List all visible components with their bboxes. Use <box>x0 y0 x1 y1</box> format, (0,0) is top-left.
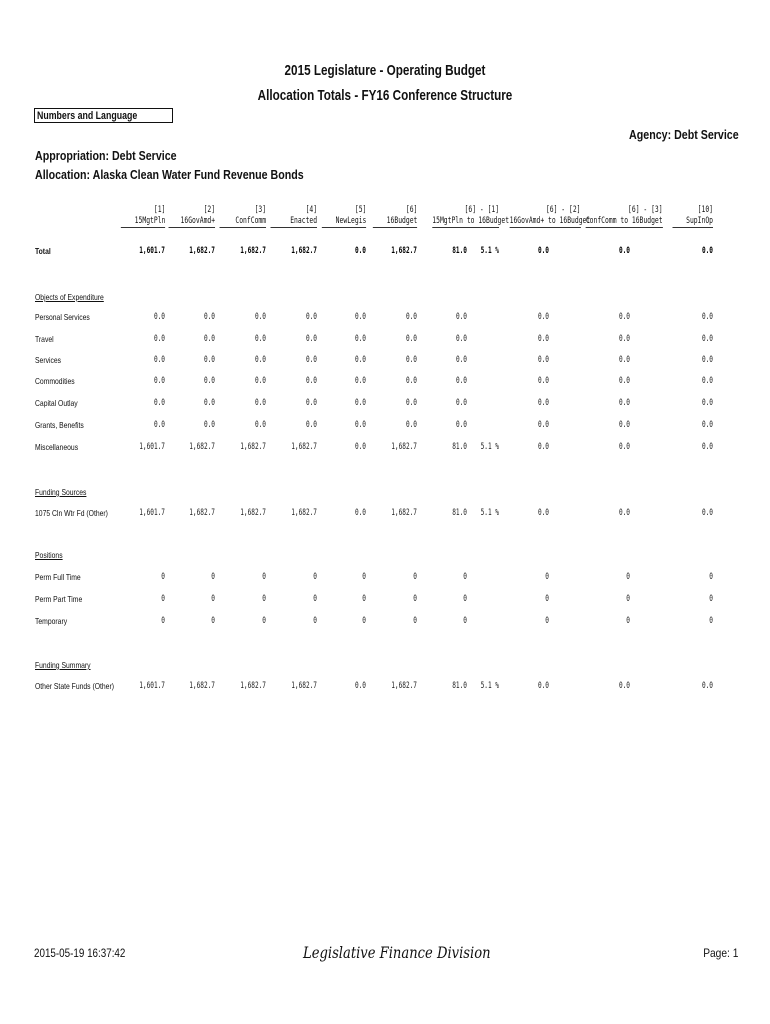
column-number: [4] <box>305 205 317 215</box>
table-cell: 0.0 <box>455 355 467 365</box>
column-number: [10] <box>697 205 713 215</box>
column-number: [5] <box>354 205 366 215</box>
table-cell: 0.0 <box>537 420 549 430</box>
table-cell: 0.0 <box>354 398 366 408</box>
table-cell: 0 <box>211 616 215 626</box>
column-header <box>586 205 663 228</box>
table-cell: 0 <box>262 616 266 626</box>
row-label: Temporary <box>35 616 68 626</box>
table-cell: 0.0 <box>203 376 215 386</box>
table-cell: 5.1 % <box>480 442 499 452</box>
row-label: Travel <box>35 334 54 344</box>
table-cell: 81.0 <box>452 246 467 256</box>
table-cell: 0.0 <box>701 420 713 430</box>
column-header <box>168 205 215 228</box>
table-cell: 0.0 <box>405 312 417 322</box>
table-cell: 1,601.7 <box>139 508 165 518</box>
table-cell: 1,682.7 <box>291 681 317 691</box>
table-cell: 0.0 <box>618 508 630 518</box>
table-cell: 0.0 <box>455 420 467 430</box>
allocation-label: Allocation: Alaska Clean Water Fund Revenue Bonds <box>35 167 304 182</box>
column-name: 15MgtPln to 16Budget <box>432 216 509 226</box>
table-cell: 1,682.7 <box>189 681 215 691</box>
report-subtitle: Allocation Totals - FY16 Conference Structure <box>257 87 513 104</box>
table-cell: 0.0 <box>701 246 713 256</box>
table-cell: 0.0 <box>405 420 417 430</box>
table-cell: 0.0 <box>537 398 549 408</box>
numbers-language-label: Numbers and Language <box>37 110 138 122</box>
column-number: [6] <box>405 205 417 215</box>
column-name: 16GovAmd+ to 16Budget <box>509 216 590 226</box>
row-label: Grants, Benefits <box>35 420 84 430</box>
table-cell: 0.0 <box>354 681 366 691</box>
table-cell: 1,682.7 <box>391 681 417 691</box>
table-cell: 0.0 <box>701 681 713 691</box>
table-cell: 0.0 <box>254 376 266 386</box>
table-cell: 0 <box>709 594 713 604</box>
table-cell: 81.0 <box>452 681 467 691</box>
table-cell: 1,682.7 <box>291 508 317 518</box>
table-cell: 0.0 <box>354 312 366 322</box>
table-cell: 0.0 <box>354 420 366 430</box>
table-cell: 0.0 <box>455 312 467 322</box>
table-cell: 0.0 <box>305 312 317 322</box>
table-cell: 1,682.7 <box>391 442 417 452</box>
table-cell: 0.0 <box>618 334 630 344</box>
table-cell: 0.0 <box>618 681 630 691</box>
footer-page-number: Page: 1 <box>702 946 738 960</box>
column-header <box>120 205 165 228</box>
row-label: Other State Funds (Other) <box>35 681 114 691</box>
table-cell: 5.1 % <box>480 508 499 518</box>
table-cell: 0.0 <box>618 442 630 452</box>
table-cell: 0 <box>262 594 266 604</box>
column-header <box>673 205 714 228</box>
table-cell: 0.0 <box>254 334 266 344</box>
table-cell: 0.0 <box>305 398 317 408</box>
column-header <box>372 205 417 228</box>
table-cell: 0.0 <box>153 312 165 322</box>
table-cell: 0.0 <box>537 442 549 452</box>
table-cell: 0 <box>463 616 467 626</box>
table-cell: 1,682.7 <box>240 681 266 691</box>
table-cell: 0.0 <box>537 355 549 365</box>
section-heading: Funding Sources <box>35 487 87 497</box>
table-cell: 0 <box>262 572 266 582</box>
table-cell: 0 <box>413 572 417 582</box>
table-cell: 1,682.7 <box>291 246 317 256</box>
appropriation-label: Appropriation: Debt Service <box>35 148 177 163</box>
column-number: [6] - [3] <box>628 205 663 215</box>
row-label: Personal Services <box>35 312 90 322</box>
column-header <box>321 205 366 228</box>
table-cell: 0.0 <box>618 420 630 430</box>
table-cell: 0.0 <box>354 355 366 365</box>
table-cell: 0.0 <box>305 376 317 386</box>
table-cell: 0.0 <box>537 681 549 691</box>
table-cell: 81.0 <box>452 442 467 452</box>
table-cell: 1,601.7 <box>139 442 165 452</box>
table-cell: 0.0 <box>254 398 266 408</box>
table-cell: 0.0 <box>618 246 630 256</box>
row-label: Capital Outlay <box>35 398 78 408</box>
column-number: [6] - [1] <box>464 205 499 215</box>
table-cell: 0.0 <box>537 312 549 322</box>
table-cell: 0 <box>211 594 215 604</box>
table-cell: 1,682.7 <box>291 442 317 452</box>
table-cell: 1,682.7 <box>240 442 266 452</box>
table-cell: 5.1 % <box>480 681 499 691</box>
section-heading: Positions <box>35 550 63 560</box>
column-name: NewLegis <box>321 216 366 228</box>
table-cell: 0 <box>362 616 366 626</box>
section-heading: Funding Summary <box>35 660 91 670</box>
table-cell: 1,601.7 <box>139 246 165 256</box>
table-cell: 0 <box>545 572 549 582</box>
table-cell: 0 <box>313 616 317 626</box>
table-cell: 0.0 <box>405 376 417 386</box>
table-cell: 1,601.7 <box>139 681 165 691</box>
column-number: [3] <box>254 205 266 215</box>
table-cell: 0.0 <box>305 420 317 430</box>
table-cell: 0.0 <box>153 355 165 365</box>
column-header <box>270 205 317 228</box>
column-number: [2] <box>203 205 215 215</box>
table-cell: 1,682.7 <box>391 246 417 256</box>
row-label: Services <box>35 355 62 365</box>
table-cell: 5.1 % <box>480 246 499 256</box>
table-cell: 0.0 <box>701 508 713 518</box>
footer-division-signature: Legislative Finance Division <box>303 943 491 962</box>
table-cell: 0.0 <box>354 246 366 256</box>
table-cell: 0.0 <box>701 355 713 365</box>
column-header <box>219 205 266 228</box>
table-cell: 0.0 <box>701 398 713 408</box>
column-name: 15MgtPln <box>120 216 165 228</box>
table-cell: 0.0 <box>537 508 549 518</box>
table-cell: 0.0 <box>455 334 467 344</box>
table-cell: 0.0 <box>537 334 549 344</box>
table-cell: 0.0 <box>153 376 165 386</box>
table-cell: 1,682.7 <box>240 508 266 518</box>
table-cell: 0.0 <box>618 376 630 386</box>
table-cell: 0.0 <box>537 246 549 256</box>
table-cell: 0 <box>413 594 417 604</box>
column-number: [6] - [2] <box>545 205 580 215</box>
table-cell: 0 <box>626 572 630 582</box>
table-cell: 0 <box>362 572 366 582</box>
row-label: Miscellaneous <box>35 442 79 452</box>
table-cell: 0.0 <box>153 334 165 344</box>
table-cell: 0 <box>313 594 317 604</box>
table-cell: 0.0 <box>203 420 215 430</box>
table-cell: 0.0 <box>455 376 467 386</box>
table-cell: 0 <box>313 572 317 582</box>
column-header <box>509 205 590 228</box>
table-cell: 0.0 <box>701 312 713 322</box>
table-cell: 0 <box>545 616 549 626</box>
table-cell: 0 <box>211 572 215 582</box>
table-cell: 0.0 <box>153 420 165 430</box>
table-cell: 0 <box>626 594 630 604</box>
table-cell: 0 <box>463 594 467 604</box>
table-cell: 0.0 <box>254 312 266 322</box>
table-cell: 0 <box>545 594 549 604</box>
column-name: SupInOp <box>673 216 714 228</box>
table-cell: 0 <box>413 616 417 626</box>
table-cell: 0 <box>709 572 713 582</box>
table-cell: 0.0 <box>405 355 417 365</box>
row-label: Commodities <box>35 376 75 386</box>
table-cell: 0.0 <box>455 398 467 408</box>
table-cell: 0.0 <box>254 420 266 430</box>
table-cell: 0 <box>362 594 366 604</box>
column-header <box>432 205 509 228</box>
table-cell: 0.0 <box>203 355 215 365</box>
table-cell: 0.0 <box>254 355 266 365</box>
table-cell: 0 <box>161 594 165 604</box>
table-cell: 1,682.7 <box>240 246 266 256</box>
column-name: 16Budget <box>372 216 417 228</box>
row-label: Perm Part Time <box>35 594 83 604</box>
table-cell: 0 <box>463 572 467 582</box>
column-number: [1] <box>153 205 165 215</box>
column-name: Enacted <box>270 216 317 228</box>
table-cell: 1,682.7 <box>189 246 215 256</box>
table-cell: 1,682.7 <box>189 508 215 518</box>
agency-label: Agency: Debt Service <box>629 127 739 142</box>
table-cell: 0 <box>709 616 713 626</box>
table-cell: 0.0 <box>405 398 417 408</box>
table-cell: 1,682.7 <box>391 508 417 518</box>
table-cell: 0.0 <box>537 376 549 386</box>
table-cell: 0.0 <box>203 312 215 322</box>
row-label: 1075 Cln Wtr Fd (Other) <box>35 508 108 518</box>
row-label: Perm Full Time <box>35 572 81 582</box>
table-cell: 0.0 <box>405 334 417 344</box>
report-title: 2015 Legislature - Operating Budget <box>284 62 486 79</box>
column-name: ConfComm to 16Budget <box>586 216 663 226</box>
row-label: Total <box>35 246 51 256</box>
table-cell: 0.0 <box>203 398 215 408</box>
table-cell: 0.0 <box>618 398 630 408</box>
table-cell: 0.0 <box>305 355 317 365</box>
table-cell: 0 <box>161 572 165 582</box>
table-cell: 0.0 <box>354 442 366 452</box>
table-cell: 0.0 <box>354 376 366 386</box>
table-cell: 81.0 <box>452 508 467 518</box>
table-cell: 1,682.7 <box>189 442 215 452</box>
table-cell: 0.0 <box>618 355 630 365</box>
table-cell: 0 <box>161 616 165 626</box>
footer-timestamp: 2015-05-19 16:37:42 <box>34 946 126 960</box>
table-cell: 0.0 <box>701 442 713 452</box>
table-cell: 0 <box>626 616 630 626</box>
section-heading: Objects of Expenditure <box>35 292 104 302</box>
table-cell: 0.0 <box>305 334 317 344</box>
table-cell: 0.0 <box>203 334 215 344</box>
table-cell: 0.0 <box>701 334 713 344</box>
numbers-language-box <box>34 108 173 123</box>
table-cell: 0.0 <box>153 398 165 408</box>
table-cell: 0.0 <box>354 334 366 344</box>
column-name: ConfComm <box>219 216 266 228</box>
table-cell: 0.0 <box>701 376 713 386</box>
table-cell: 0.0 <box>618 312 630 322</box>
column-name: 16GovAmd+ <box>168 216 215 228</box>
table-cell: 0.0 <box>354 508 366 518</box>
